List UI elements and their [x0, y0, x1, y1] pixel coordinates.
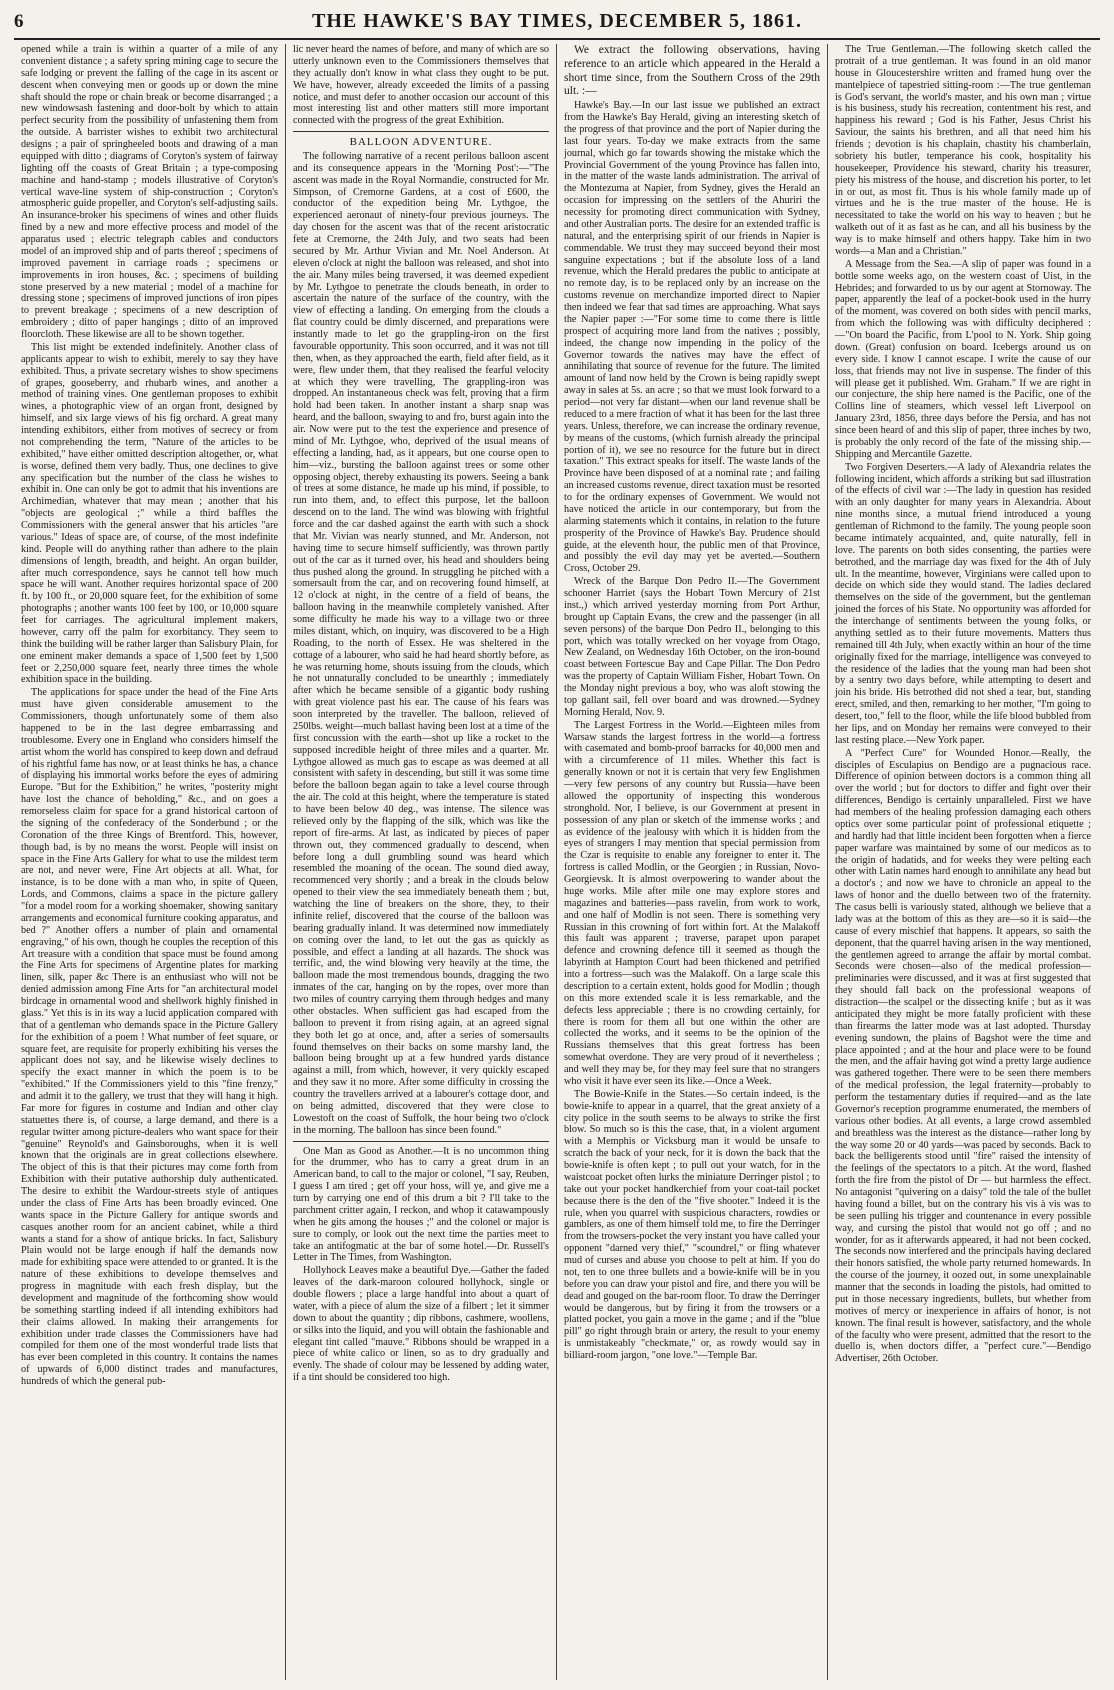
article-text: A Message from the Sea.—A slip of paper was found in a bottle some weeks ago, on the western coast of Uist, in the Hebrides; and forwarded to us by our agent at Stornoway. The paper, apparently the leaf of a pocket-book used in the hurry of the moment, was covered on both sides with pencil marks, from which the following was with difficulty deciphered :—"On board the Pacific, from L'pool to N. York. Ship going down. (Great) confusion on board. Icebergs around us on every side. I know I cannot escape. I write the cause of our loss, that friends may not live in suspense. The finder of this will please get it published. Wm. Graham." If we are right in our conjecture, the ship here named is the Pacific, one of the Collins line of steamers, which vessel left Liverpool on January 23rd, 1856, three days before the Persia, and has not since been heard of and this slip of paper, three inches by two, is probably the only record of the fate of the missing ship.—Shipping and Mercantile Gazette. [835, 258, 1091, 460]
article-text: A "Perfect Cure" for Wounded Honor.—Really, the disciples of Esculapius on Bendigo are a pugnacious race. Difference of opinion between doctors is a common thing all over the world ; but for doctors to differ and fight over their differences, Bendigo is certainly unparalleled. First we have had members of the healing profession damaging each others optics over some particular point of professional etiquette ; and hardly had that little incident been forgotten when a fierce paper warfare was maintained by some of our medicos as to the origin of hadatids, and for weeks they were pelting each other with Latin names hard enough to annihilate any head but a doctor's ; and now we have to chronicle an appeal to the laws of honor and the duello between two of the fraternity. The casus belli is variously stated, although we believe that a lady was at the bottom of this as they are—so it is said—the cause of every mischief that happens. It appears, so saith the deponent, that the quarrel having arisen in the way mentioned, the gentlemen agreed to arrange the affair by mortal combat. Seconds were chosen—also of the medical profession—preliminaries were discussed, and it was at first suggested that they should fall back on the professional weapons of distraction—the scalpel or the dissecting knife ; but as it was anticipated they might be more fatally proficient with these than firearms the latter mode was at last adopted. Thursday evening sundown, the plains of Bagshot were the time and place appointed ; and at the hour and place were to be found the men, and the affair having got wind a pretty large audience was gathered together. There were to be seen there members of the medical profession, the legal fraternity—probably to perform the testamentary duties if required—and as the late Governor's reception programme enumerated, the members of various other bodies. At all events, a large crowd assembled and breathless was the interest as the distance—rather long by the way some 20 or 40 yards—was paced by seconds. Back to back the belligerents stood until "fire" raised the intensity of the feelings of the spectators to a pitch. At the word, flashed forth the fire from the pistol of Dr — but harmless the effect. No antagonist "quivering on a daisy" told the tale of the bullet having found a billet, but on the contrary his vis à vis was to be seen pulling his trigger and countenance in every possible way, and cursing the pistol that would not go off ; and no wonder, for as it afterwards appeared, it had not been cocked. The seconds now interfered and the principals having declared their honors satisfied, the whole party returned homewards. In the course of the journey, it oozed out, in some unexplainable manner that the seconds in loading the pistols, had omitted to put in those necessary ingredients, bullets, but whether from motives of mercy or inexperience in affairs of honor, is not known. The final result is however, satisfactory, and the whole of the faculty who were present, admitted that the resort to the duello is, when doctors differ, a "perfect cure."—Bendigo Advertiser, 26th October. [835, 747, 1091, 1365]
masthead [14, 10, 1100, 36]
divider [293, 131, 549, 132]
column-3 [556, 44, 827, 1680]
article-heading: BALLOON ADVENTURE. [349, 136, 493, 149]
column-2 [285, 44, 556, 1680]
article-text: Hollyhock Leaves make a beautiful Dye.—Gather the faded leaves of the dark-maroon coloured hollyhock, single or double flowers ; place a large handful into about a quart of water, with a piece of alum the size of a filbert ; let it simmer down to about the quantity ; dip ribbons, cashmere, woollens, or silks into the liquid, and you will obtain the fashionable and elegant tint called "mauve." Ribbons should be wrapped in a piece of white calico or linen, so as to dry gradually and evenly. The shade of colour may be lessened by adding water, if a tint should be considered too high. [293, 1265, 549, 1384]
article-text: Two Forgiven Deserters.—A lady of Alexandria relates the following incident, which affords a striking but sad illustration of the effects of civil war :—The lady in question has resided with an only daughter for many years in Alexandria. About nine months since, a mutual friend introduced a young gentleman of Richmond to the family. The young people soon became intimately acquainted, and, quite naturally, fell in love. The parents on both sides consenting, the parties were betrothed, and the marriage day was fixed for the 4th of July ult. In the meantime, however, Virginians were called upon to decide on which side they would stand. The ladies declared themselves on the side of the government, but the gentleman joined the forces of his State. No opportunity was afforded for the interchange of sentiments between the young folks, or anything settled as to their future movements. Matters thus remained till 4th July, when exactly within an hour of the time originally fixed for the marriage, intelligence was conveyed to the residence of the ladies that the young man had been shot by a sentry two days before, while attempting to desert and join his bride. His betrothed did not shed a tear, but, standing erect, smiled, and then, remarking to her mother, "I'm going to desert, too," fell to the floor, while the life blood bubbled from her lips, and on Monday her remains were conveyed to their last resting place.—New York paper. [835, 461, 1091, 746]
article-text: One Man as Good as Another.—It is no uncommon thing for the drummer, who has to carry a great drum in an American band, to call to the major or colonel, "I say, Reuben, I guess I am tired ; get off your hoss, will ye, and give me a turn by carrying one end of this drum a bit ? I'll take to the parchment critter again, I reckon, and whop it catawampously when he gits among the houses ;" and the colonel or major is sure to comply, or look out the next time the parties meet to take an antifogmatic at the bar of some hotel.—Dr. Russell's Letter in The Times, from Washington. [293, 1145, 549, 1264]
article-text: The True Gentleman.—The following sketch called the protrait of a true gentleman. It was found in an old manor house in Gloucestershire written and framed hung over the mantelpiece of tapestried sitting-room :—The true gentleman is God's servant, the world's master, and his own man ; virtue is his business, study his recreation, contentment his rest, and happiness his reward ; God is his Father, Jesus Christ his Saviour, the saints his brethren, and all that need him his friends ; devotion is his chaplain, chastity his chamberlain, sobriety his butler, temperance his cook, hospitality his housekeeper, Providence his steward, charity his treasurer, piety his mistress of the house, and discretion his porter, to let in or out, as most fit. Thus is his whole family made up of virtues and he is the true master of the house. He is necessitated to take the world on his way to heaven ; but he walketh out of it as fast as he can, and all his business by the way is to make himself and others happy. Take him in two words—a Man and a Christian." [835, 44, 1091, 257]
article-text: lic never heard the names of before, and many of which are so utterly unknown even to the Commissioners themselves that they actually don't know in what class they ought to be put. We have, however, already exceeded the limits of a passing notice, and must defer to another occasion our account of this most interesting list and other matters still more important connected with the progress of the great Exhibition. [293, 44, 549, 127]
article-text: Hawke's Bay.—In our last issue we published an extract from the Hawke's Bay Herald, giving an interesting sketch of the progress of that province and the port of Napier during the last four years. To-day we make extracts from the same journal, which go far towards showing the mistake which the Provincial Government of the young Province has fallen into, in the matter of the waste lands administration. The arrival of the Montezuma at Napier, from Sydney, gives the Herald an occasion for impressing on the settlers of the Ahuriri the necessity for promoting direct communication with Sydney, and other Australian ports. The desire for an extended traffic is natural, and the enterprising spirit of our friends in Napier is commendable. We trust they may succeed beyond their most sanguine expectations ; but if the absolute loss of a land revenue, which the Herald predares the public to anticipate at no remote day, is to be replaced only by an increase on the customs revenue on merchandize imported direct to Napier then indeed we fear that sad times are approaching. What says the Napier paper :—"For some time to come there is little prospect of acquiring more land from the natives ; possibly, indeed, the change now impending in the policy of the Governor towards the natives may have the effect of annihilating that source of revenue for the future. The limited amount of land now held by the Crown is being rapidly swept away in sales at 5s. an acre ; so that we must look forward to a period—not very far distant—when our land revenue shall be reduced to a mere fraction of what it has been for the last three years. Unless, therefore, we can increase the ordinary revenue, by means of the customs, (which furnish already the principal portion of it), we see no resource for the future but in direct taxation." This extract speaks for itself. The waste lands of the Province have been disposed of at a nominal rate ; and failing an increased customs revenue, direct taxation must be resorted to for the ordinary expenses of Government. We would not have noticed the article in our contemporary, but from the alarming statements which it contains, in relation to the future prosperity of the Province of Hawke's Bay. Prudence should guide, at the eleventh hour, the public men of that Province, and possibly the evil day may yet be averted.—Southern Cross, October 29. [564, 100, 820, 575]
column-1 [14, 44, 285, 1680]
article-text: The applications for space under the head of the Fine Arts must have given considerable amusement to the Commissioners, though unfortunately some of them also happened to be in the last degree embarrassing and troublesome. Every one in England who considers himself the artist whom the world has conspired to keep down and defraud of his rightful fame has now, or at least thinks he has, a chance of displaying his immortal works before the eyes of admiring Europe. "But for the Exhibition," he writes, "posterity might have lost the chance of beholding," &c., and on goes a remorseless claim for space for a grand historical cartoon of the signing of the confederacy of the Sonderbund ; or the Coronation of the three Kings of Brentford. This, however, though bad, is by no means the worst. People will insist on space in the Fine Arts Gallery for what to use the mildest term are not, and never were, Fine Art objects at all. What, for instance, is to be done with a man who, in spite of Queen, Lords, and Commons, claims a space in the picture gallery "for a model room for a working shoemaker, showing sanitary arrangements and economical furniture cooking apparatus, and bed ?" Another offers a number of plain and ornamental engraving," of his own, though he couples the reception of this Art treasure with a condition that space must be found among the Fine Arts for specimens of Argentine plates for marking linen, silk, paper &c There is an enthusiast who will not be denied admission among Fine Arts for "an architectural model birdcage in ornamental wood and shellwork highly finished in glass." Yet this is in its way a lucid application compared with that of a gentleman who demands space in the Picture Gallery for the exhibition of a poem ! What number of feet square, or square feet, are requisite for properly exhibiting his verses the applicant does not say, and he likewise wisely declines to specify the exact manner in which the poem is to be "exhibited." If the Commissioners yield to this "fine frenzy," and admit it to the gallery, we trust that they will hang it high. Far more for figures in costume and Indian and other clay statuettes there is, of course, a large demand, and there is a regular twitter among picture-dealers who want space for their "genuine" Reynold's and Gainsboroughs, when it is well known that the originals are in great collections elsewhere. The object of this is that their pictures may come forth from Exhibition with their putative authorship duly authenticated. The desire to exhibit the Wardour-streets style of antiques under the class of Fine Arts has been broadly evinced. One wants space in the Picture Gallery for antique swords and casques another room for an ancient cabinet, while a third wants a stand for a show of antique bricks. In fact, Salisbury Plain would not be large enough if half the demands now made for exhibiting space were attended to or granted. It is the nature of these exhibitions to develope themselves and progress in magnitude with each fresh display, but the development and magnitude of the forthcoming show would be something startling indeed if all intending exhibitors had their claims allowed. In making their arrangements for exhibition under trade classes the Commissioners have had compiled for them one of the most wonderful trade lists that has ever been completed in this country. It contains the names of upwards of 6,000 distinct trades and manufactures, hundreds of which the general pub- [21, 687, 278, 1387]
article-intro: We extract the following observations, having reference to an article which appeared in the Herald a short time since, from the Southern Cross of the 29th ult. :— [564, 44, 820, 98]
article-text: Wreck of the Barque Don Pedro II.—The Government schooner Harriet (says the Hobart Town Mercury of 21st inst.,) which arrived yesterday morning from Port Arthur, brought up Captain Evans, the crew and the passenger (in all seven persons) of the barque Don Pedro II., belonging to this port, which was totally wrecked on her voyage from Otago, New Zealand, on Wednesday 16th October, on the iron-bound coast between Fortescue Bay and Cape Pillar. The Don Pedro was the property of Captain William Fisher, Hobart Town. On the Monday night previous a boy, who was aloft stowing the top gallant sail, fell over board and was drowned.—Sydney Morning Herald, Nov. 9. [564, 576, 820, 718]
article-text: opened while a train is within a quarter of a mile of any convenient distance ; a safety spring mining cage to secure the safe lodging or prevent the falling of the cage in its ascent or descent when conveying men or goods up or down the mine shaft should the rope or chain break or become disarranged ; a new windowsash fastening and door-bolt by which to attain perfect security from the possibility of unfastening them from the outside. A barrister wishes to exhibit two architectural designs ; a pair of springheeled boots and drawing of a man equipped with ditto ; diagrams of Coryton's system of fairway lighting off the coasts of Great Britain ; a type-composing machine and hand-stamp ; models illustrative of Coryton's vertical wave-line system of ship-construction ; Coryton's atmospheric guide propeller, and Coryton's self-adjusting sails. An insurance-broker his specimens of wines and other fluids fined by a new and more effective process and model of the apparatus used ; electric telegraph cables and conductors model of an improved ship and of parts thereof ; specimens of improved pavement in carriage roads ; specimens or improvements in iron houses, &c. ; specimens of building stone preserved by a new material ; model of a machine for dressing stone ; specimens of improved junctions of iron pipes to prevent breakage ; specimens of a new description of embroidery ; ditto of paper hangings ; ditto of an improved floorcloth. These likewise are all to be shown together. [21, 44, 278, 340]
columns [14, 44, 1100, 1680]
page-number: 6 [14, 11, 24, 32]
column-4 [827, 44, 1098, 1680]
divider [293, 1141, 549, 1142]
article-text: The following narrative of a recent perilous balloon ascent and its consequence appears in the 'Morning Post':—"The ascent was made in the Royal Normandie, constructed for Mr. Simpson, of Cremorne Gardens, at a cost of £600, the conductor of the expedition being Mr. Lythgoe, the experienced aeronaut of ninety-four previous journeys. The day chosen for the ascent was that of the recent aristocratic fete at Cremorne, the 24th July, and two seats had been secured by Mr. Arthur Vivian and Mr. Noel Anderson. At eleven o'clock at night the balloon was released, and shot into the air. Many miles being traversed, it was deemed expedient by Mr. Lythgoe to penetrate the clouds beneath, in order to ascertain the nature of the surface of the country, with the view of effecting a landing. On emerging from the clouds a flat country could be dimly discerned, and preparations were instantly made to let go the grappling-iron on the first favourable opportunity. This soon occurred, and it was not till then, when, as they approached the earth, field after field, as it were, flew under them, that they realised the fearful velocity at which they were travelling, The grappling-iron was dropped. An instantaneous check was felt, proving that a firm hold had been taken. In another instant a sharp snap was heard, and the balloon, swaying to and fro, burst again into the air. Now were put to the test the experience and presence of mind of Mr. Lythgoe, who, deprived of the usual means of effecting a landing, had, as it appears, but one course open to him—viz., bursting the balloon against trees or some other opposing object, thereby exhausting its powers. Seeing a bank of trees at some distance, he made up his mind, if possible, to run into them, and, to effect this purpose, let the balloon descend on to the land. The wind was blowing with frightful force and the car dashed against the earth with such a shock that Mr. Vivian was nearly stunned, and Mr. Anderson, not having time to secure himself sufficiently, was thrown partly out of the car as it turned over, his head and shoulders being thus pushed along the ground. In struggling he pitched with a somersault from the car, and on recovering found himself, at 12 o'clock at night, in the centre of a field of beans, the balloon having in the meanwhile completely vanished. After some difficulty he made his way to a village two or three miles distant, which, on inquiry, was discovered to be a High Roading, to the north of Essex. He was sheltered in the cottage of a labourer, who said he had heard shortly before, as he was returning home, shouts issuing from the clouds, which he not unnaturally concluded to be unearthly ; immediately after which he became sensible of a gigantic body rushing with great violence past his ear. The cause of his fears was soon interpreted by the traveller. The balloon, relieved of 250lbs. weight—much ballast having been lost at a time of the first concussion with the earth—shot up like a rocket to the supposed incredible height of three miles and a quarter. Mr. Lythgoe allowed as much gas to escape as was deemed at all consistent with safety in descending, but still it was some time before the balloon began again to take a level course through the air. The cold at this height, where the temperature is stated to have been below 40 deg., was intense. The silence was relieved only by the flapping of the silk, which was like the report of fire-arms. At last, as indicated by pieces of paper thrown out, they commenced gradually to descend, when before long a dull grumbling sound was heard which resembled the moaning of the ocean. The sound died away, recommenced very shortly ; and a break in the clouds below opened to their view the sea immediately beneath them ; but, watching the line of breakers on the shore, they, to their infinite relief, discovered that the course of the balloon was bearing gradually inland. It was determined now immediately on coming over the land, to let out the gas as quickly as possible, and effect a landing at all hazards. The shock was terrific, and, the wind blowing very heavily at the time, the balloon made the most tremendous bounds, dragging the two inmates of the car, hanging on by the ropes, over more than two miles of country carrying them through hedges and many other obstacles. When sufficient gas had escaped from the balloon to prevent it from rising again, at an agreed signal they both let go at once, and, after a series of somersaults found themselves on their backs on some marshy land, the balloon being brought up at a few hundred yards distance against a mill, from which, however, it very quickly escaped and they saw it no more. After some difficulty in crossing the country the travellers arrived at a labourer's cottage door, and on being admitted, discovered that they were close to Lowestoft on the coast of Suffolk, the hour being two o'clock in the morning. The balloon has since been found." [293, 150, 549, 1136]
newspaper-title: THE HAWKE'S BAY TIMES, DECEMBER 5, 1861. [312, 10, 802, 32]
article-text: The Largest Fortress in the World.—Eighteen miles from Warsaw stands the largest fortress in the world—a fortress with casemated and bomb-proof barracks for 40,000 men and with a circumference of 11 miles. Whether this fact is generally known or not it is certain that very few Englishmen—very few persons of any country but Russia—have been allowed the opportunity of inspecting this wonderous stronghold. Nor, I believe, is our Government at present in possession of any plan or sketch of the immense works ; and as evidence of the jealousy with which it is hidden from the eyes of strangers I may mention that special permission from the Czar is requisite to enable any foreigner to enter it. The fortress is called Modlin, or the Georgien ; in Russian, Novo-Georgievsk. It is almost overpowering to wander about the huge works. Mile after mile one may explore stores and magazines and batteries—pass ravelin, from work to work, and one half of Modlin is not seen. There is something very Russian in this crowning of fort within fort. At the Malakoff this fault was apparent ; traverse, parapet upon parapet defence and crowning defence till it seemed as though the labyrinth at Hampton Court had been thickened and petrified into a fortress—such was the Malakoff. On a large scale this description to a certain extent, holds good for Modlin ; though on this more extended scale it is less remarkable, and the defects less appreciable ; there is no crowding certainly, for there is room for them all but one within the other are collected the works, and it seems to be the opinion of the Russians themselves that this great fortress has been somewhat overdone. They are very proud of it nevertheless ; and well they may be, for they may feel sure that no strangers who visit it have ever seen its like.—Once a Week. [564, 719, 820, 1087]
masthead-rule [14, 38, 1100, 40]
article-text: The Bowie-Knife in the States.—So certain indeed, is the bowie-knife to appear in a quarrel, that the great anxiety of a city police in the south seems to be always to strike the first blow. So much so is this the case, that, in a violent argument with a Memphis or Vicksburg man it would be unsafe to scratch the back of your neck, for it is down the back that the bowie-knife is often kept ; to pull out your watch, for in the waistcoat pocket often lurks the miniature Derringer pistol ; to take out your pocket handkerchief from your coat-tail pocket because there is the den of the "five shooter." Indeed it is the rule, when you quarrel with suspicious characters, rowdies or gamblers, as one of them himself told me, to fire the Derringer from the trowsers-pocket the very instant you have called your opponent "darned very thief," "scoundrel," or fling whatever mud of curses and abuse you choose to pelt at him. If you do not, ten to one three bullets and a bowie-knife will be in you before you can draw your pistol and fire, and there you will be dead and gouged on the bar-room floor. To draw the Derringer would be dangerous, but by firing it from the trowsers or a platted pocket, you gain a move in the game ; and if the "blue pill" go right through brain or artery, the result to your enemy is unmistakeably "checkmate," or, as rowdy would say in billiard-room jargon, "one love."—Temple Bar. [564, 1088, 820, 1362]
article-text: This list might be extended indefinitely. Another class of applicants appear to wish to exhibit, merely to say they have exhibited. Thus, a private secretary wishes to show specimens of grapes, gooseberry, and rhubarb wines, and another a method of training vines. One gentleman proposes to exhibit wines, a photographic view of an organ front, designed by himself, and six large views of his fig orchard. A great many intending exhibitors, either from motives of secrecy or from not comprehending the term, "Nature of the articles to be exhibited," have either omitted description altogether, or, what is worse, defined them very badly. Thus, one declines to give any specification but the number of the class he wishes to exhibit in. One can only be got to admit that his inventions are Archimedian, whatever that may mean ; another that his "objects are geological ;" while a third baffles the Commissioners with the general answer that his articles "are various." Ideas of space are, of course, of the most indefinite kind. People will do anything rather than adhere to the plain dimensions of length, breadth, and height. An organ builder, after much correspondence, says he cannot tell how much space he will want. Another requires horizontal space of 200 ft. by 100 ft., or 20,000 square feet, for the exhibition of some photographs ; another wants 100 feet by 100, or 10,000 square feet for carriages. The agricultural implement makers, however, carry off the palm for exorbitancy. They seem to think the building will be rather larger than Salisbury Plain, for one eminent maker demands a space of 1,500 feet by 1,500 feet or 2,250,000 square feet, nearly three times the whole exhibition space in the building. [21, 341, 278, 686]
